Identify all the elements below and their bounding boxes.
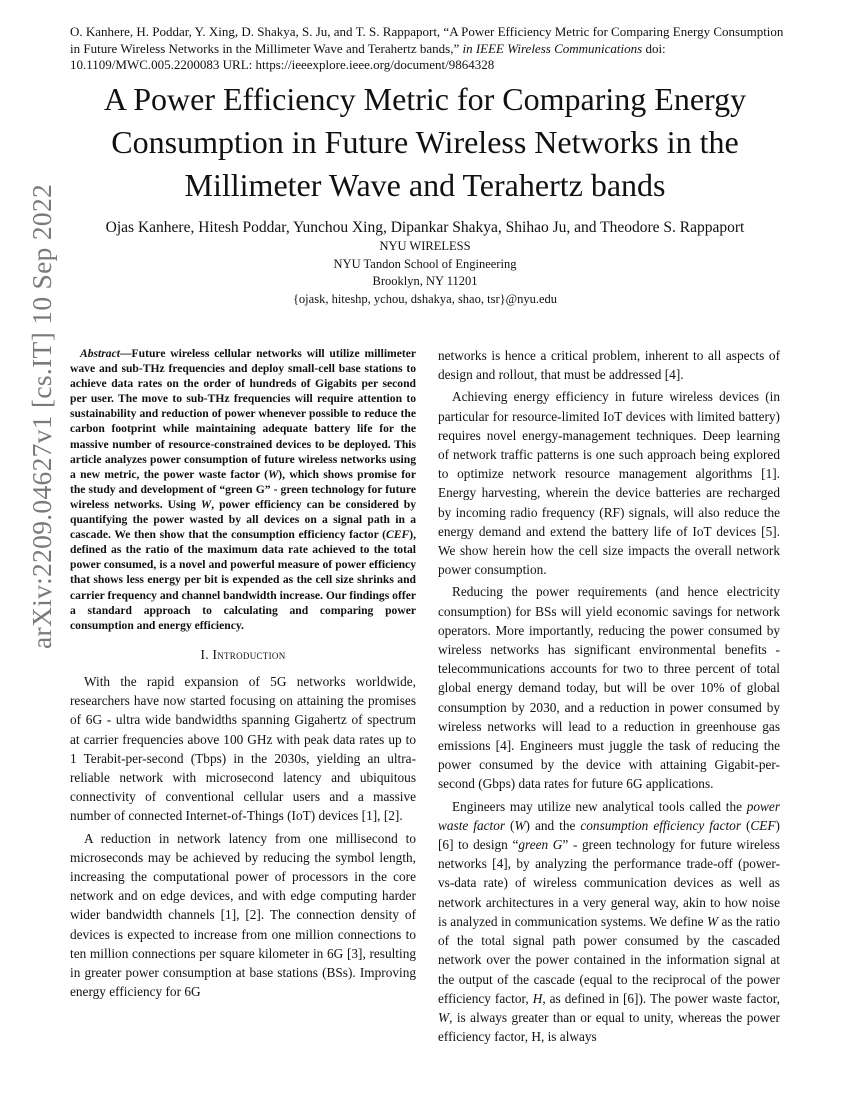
paragraph: A reduction in network latency from one millisecond to microseconds may be achieved by reducing the symbol length, increasing the computational power of processors in the core network and on edge devices, and with edge computing harder wider bandwidth channels [1], [2]. The connection density of devices is expected to increase from one million connections to ten million connections per square kilometer in 6G [3], resulting in greater power consumption at base stations (BSs). Improving energy efficiency for 6G xyxy=(70,830,416,1000)
paragraph: Achieving energy efficiency in future wireless devices (in particular for resource-limited IoT devices with limited battery) requires novel energy-management techniques. Deep learning of network traffic patterns is one such approach being explored to optimize network resource management algorithms [1]. Energy harvesting, wherein the device batteries are recharged by incoming radio frequency (RF) signals, will also reduce the energy demand and extend the battery life of IoT devices [5]. We show herein how the cell size impacts the overall network power consumption. xyxy=(438,389,780,578)
citation-venue: in IEEE Wireless Communications xyxy=(462,40,643,56)
citation-text: O. Kanhere, H. Poddar, Y. Xing, D. Shakya, S. Ju, and T. S. Rappaport, “A Power Efficiency Metric for Comparing Energy Consumption in Future Wireless Networks in the Millimeter Wave and Terahertz bands,” xyxy=(70,24,784,56)
paper-title: A Power Efficiency Metric for Comparing Energy Consumption in Future Wireless Networks in the Millimeter Wave and Terahertz bands xyxy=(103,81,747,203)
right-column xyxy=(438,346,780,1049)
author-block xyxy=(60,218,790,308)
paragraph: With the rapid expansion of 5G networks worldwide, researchers have now started focusing on attaining the promises of 6G - ultra wide bandwidths spanning Gigahertz of spectrum at carrier frequencies above 100 GHz with peak data rates up to 1 Terabit-per-second (Tbps) in the 2030s, yielding an ultra-reliable network with microsecond latency and ubiquitous connectivity of conventional cellular users and a massive number of connected Internet-of-Things (IoT) devices [1], [2]. xyxy=(70,673,416,824)
section-heading-introduction: I. Introduction xyxy=(200,646,286,662)
affiliation-city: Brooklyn, NY 11201 xyxy=(372,274,478,288)
paragraph: networks is hence a critical problem, inherent to all aspects of design and rollout, that must be addressed [4]. xyxy=(438,348,780,383)
affiliation-lab: NYU WIRELESS xyxy=(379,239,471,253)
author-names: Ojas Kanhere, Hitesh Poddar, Yunchou Xing, Dipankar Shakya, Shihao Ju, and Theodore S. Rappaport xyxy=(105,219,745,236)
arxiv-margin-stamp: arXiv:2209.04627v1 [cs.IT] 10 Sep 2022 xyxy=(26,183,57,649)
citation-doi-url: doi: 10.1109/MWC.005.2200083 URL: https://ieeexplore.ieee.org/document/9864328 xyxy=(70,40,666,72)
abstract-label: Abstract xyxy=(80,347,120,360)
affiliation-school: NYU Tandon School of Engineering xyxy=(333,256,517,271)
citation-header xyxy=(70,24,785,74)
paragraph: Reducing the power requirements (and hence electricity consumption) for BSs will yield economic savings for network operators. More importantly, reducing the power consumed by wireless networks has significant environmental benefits - telecommunications accounts for two to three percent of total global energy demand today, but will be over 10% of global consumption by 2030, and a reduction in power consumed by wireless networks will lead to a reduction in greenhouse gas emissions [4]. Engineers must juggle the task of reducing the power consumed by the device with attaining Gigabit-per-second (Gbps) data rates for future 6G applications. xyxy=(438,584,780,792)
paragraph: Engineers may utilize new analytical tools called the power waste factor (W) and the consumption efficiency factor (CEF) [6] to design “green G” - green technology for future wireless networks [4], by analyzing the performance trade-off (power-vs-data rate) of wireless communication devices as well as network architectures in a very general way, akin to how noise is analyzed in communication systems. We define W as the ratio of the total signal path power consumed by the cascaded network over the power contained in the information signal at the output of the cascade (equal to the reciprocal of the power efficiency factor, H, as defined in [6]). The power waste factor, W, is always greater than or equal to unity, whereas the power efficiency factor, H, is always xyxy=(438,798,780,1045)
author-emails: {ojask, hiteshp, ychou, dshakya, shao, tsr}@nyu.edu xyxy=(292,291,558,306)
left-column xyxy=(70,346,416,1004)
abstract: Abstract—Future wireless cellular networks will utilize millimeter wave and sub-THz frequencies and deploy small-cell base stations to achieve data rates on the order of hundreds of Gigabits per second per user. The move to sub-THz frequencies will require attention to sustainability and reduction of power whenever possible to reduce the carbon footprint while maintaining adequate battery life for the massive number of resource-constrained devices to be deployed. This article analyzes power consumption of future wireless networks using a new metric, the power waste factor (W), which shows promise for the study and development of “green G” - green technology for future wireless networks. Using W, power efficiency can be considered by quantifying the power wasted by all devices on a signal path in a cascade. We then show that the consumption efficiency factor (CEF), defined as the ratio of the maximum data rate achieved to the total power consumed, is a novel and powerful measure of power efficiency that shows less energy per bit is expended as the cell size shrinks and carrier frequency and channel bandwidth increase. Our findings offer a standard approach to calculating and comparing power consumption and energy efficiency. xyxy=(70,347,416,632)
